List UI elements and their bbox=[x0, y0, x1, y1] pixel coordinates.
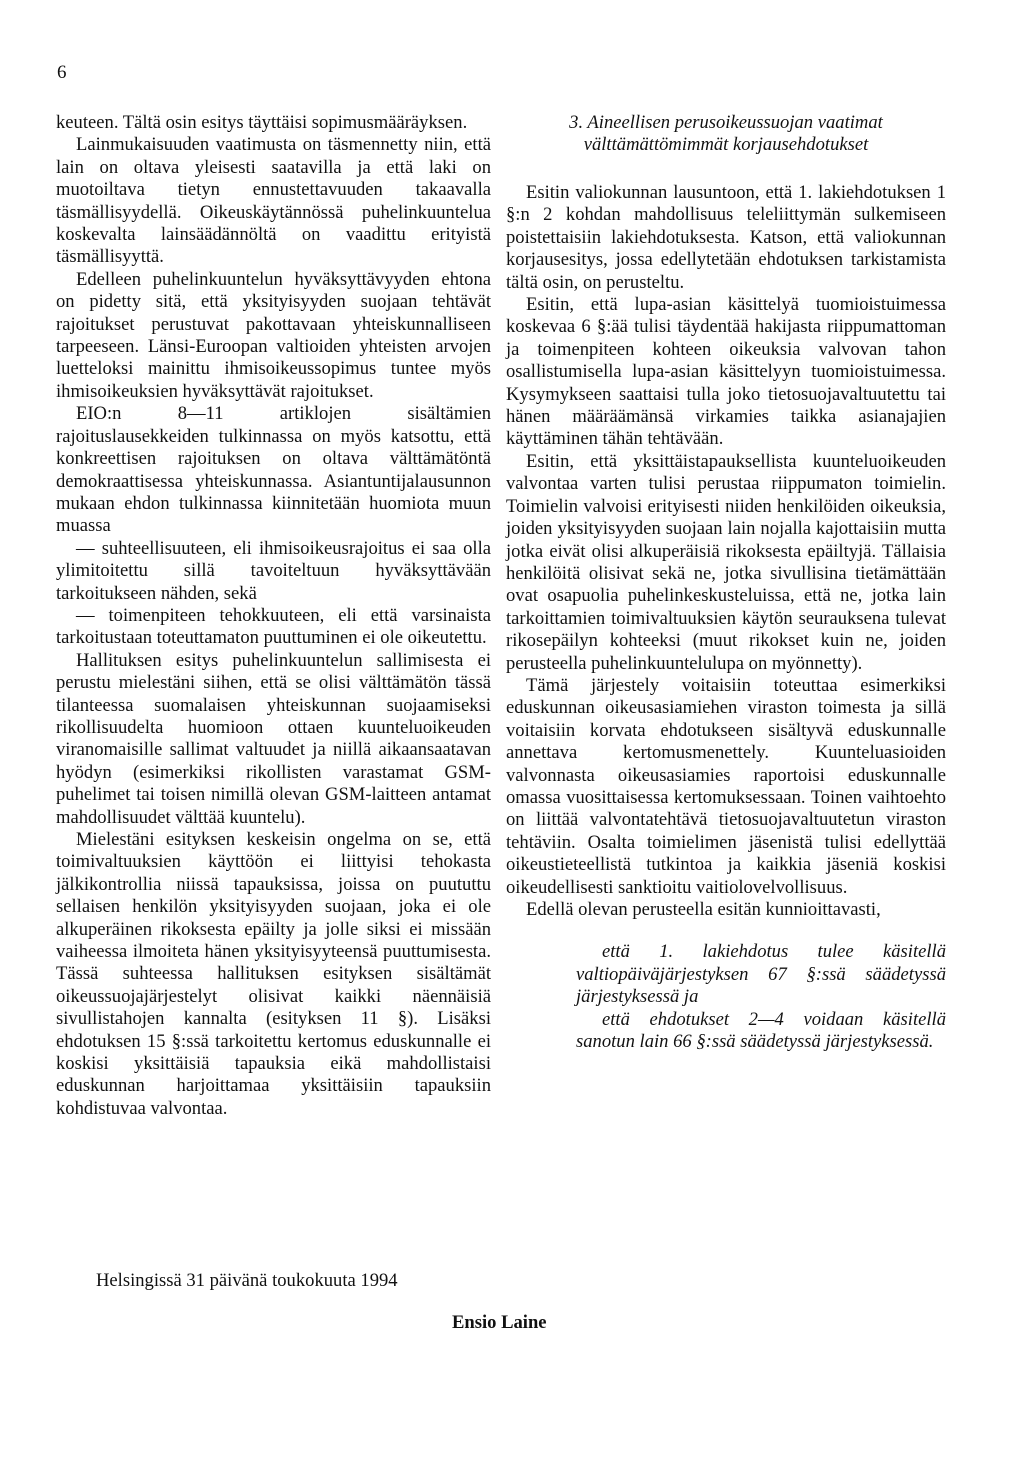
date-line: Helsingissä 31 päivänä toukokuuta 1994 bbox=[96, 1270, 398, 1291]
paragraph: Hallituksen esitys puhelinkuuntelun sallimisesta ei perustu mielestäni siihen, että se olisi välttämätön tässä tilanteessa suomalaisen yhteiskunnan suojaamiseksi rikollisuudelta huomioon ottaen kuunteluoikeuden viranomaisille sallimat valtuudet ja niillä aikaansaatavan hyödyn (esimerkiksi rikollisten varastamat GSM-puhelimet tai toisen nimillä olevan GSM-laitteen antamat mahdollisuudet välttää kuuntelu). bbox=[56, 649, 491, 828]
paragraph: Edellä olevan perusteella esitän kunnioittavasti, bbox=[526, 899, 881, 920]
paragraph: Mielestäni esityksen keskeisin ongelma on se, että toimivaltuuksien käyttöön ei liittyisi tehokasta jälkikontrollia niissä tapauksissa, joissa on puututtu sellaisen henkilön yksityisyyden suojaan, joka ei ole alkuperäinen rikoksesta epäilty ja jolle siksi ei missään vaiheessa ilmoiteta hänen yksityisyyteensä puuttumisesta. Tässä suhteessa hallituksen esityksen sisältämät oikeussuojajärjestelyt olisivat kaikki näennäisiä sivullistahojen kannalta (esityksen 11 §). Lisäksi ehdotuksen 15 §:ssä tarkoitettu kertomus eduskunnalle ei koskisi yksittäisiä tapauksia eikä mahdollistaisi eduskunnan harjoittamaa yksittäisiin tapauksiin kohdistuvaa valvontaa. bbox=[56, 829, 491, 1119]
list-item: — suhteellisuuteen, eli ihmisoikeusrajoitus ei saa olla ylimitoitettu sillä tavoiteltuun hyväksyttävään tarkoitukseen nähden, sekä bbox=[56, 537, 491, 604]
paragraph: Esitin, että yksittäistapauksellista kuunteluoikeuden valvontaa varten tulisi perustaa riippumaton toimielin. Toimielin valvoisi erityisesti niiden henkilöiden oikeuksia, joiden yksityisyyden suojaan lain nojalla kajottaisiin mutta jotka eivät olisi alkuperäisiä rikoksesta epäiltyjä. Tällaisia henkilöitä olisivat sekä ne, jotka sivullisina tietämättään ovat osapuolia puhelinkeskusteluissa, että ne, jotka lain tarkoittamien toimivaltuuksien käytön seurauksena tulevat rikosepäilyn kohteeksi (muut rikokset kuin ne, joiden perusteella puhelinkuuntelulupa on myönnetty). bbox=[506, 450, 946, 674]
paragraph: Lainmukaisuuden vaatimusta on täsmennetty niin, että lain on oltava yleisesti saatavilla ja että laki on muotoiltava tietyn ennustettavuuden takaavalla täsmällisyydellä. Oikeuskäytännössä puhelinkuuntelua koskevalta lainsäädännöltä on vaadittu erityistä täsmällisyyttä. bbox=[56, 134, 491, 268]
paragraph: keuteen. Tältä osin esitys täyttäisi sopimusmääräyksen. bbox=[56, 112, 468, 133]
signature: Ensio Laine bbox=[452, 1312, 547, 1333]
page-number: 6 bbox=[57, 62, 67, 83]
paragraph: Edelleen puhelinkuuntelun hyväksyttävyyden ehtona on pidetty sitä, että yksityisyyden suojaan tehtävät rajoitukset perustuvat pakottavaan yhteiskunnalliseen tarpeeseen. Länsi-Euroopan valtioiden yhteisten arvojen luetteloksi mainittu ihmisoikeussopimus tuntee myös ihmisoikeuksien hyväksyttävät rajoitukset. bbox=[56, 268, 491, 402]
section-heading bbox=[506, 112, 946, 156]
left-column bbox=[56, 112, 491, 1120]
paragraph: Esitin, että lupa-asian käsittelyä tuomioistuimessa koskevaa 6 §:ää tulisi täydentää hakijasta riippumattoman ja toimenpiteen kohteen oikeuksia valvovan tahon osallistumisella lupa-asian käsittelyyn tuomioistuimessa. Kysymykseen saattaisi tulla joko tietosuojavaltuutettu tai hänen määräämänsä virkamies taikka asianajajien käyttäminen tähän tehtävään. bbox=[506, 294, 946, 450]
paragraph: Tämä järjestely voitaisiin toteuttaa esimerkiksi eduskunnan oikeusasiamiehen viraston toimesta ja sillä voitaisiin korvata ehdotukseen sisältyvä eduskunnalle annettava kertomusmenettely. Kuunteluasioiden valvonnasta oikeusasiamies raportoisi eduskunnalle omassa vuosittaisessa kertomuksessaan. Toinen vaihtoehto on liittää valvontatehtävä tietosuojavaltuutetun viraston tehtäviin. Osalta toimielimen jäsenistä tulisi edellyttää oikeustieteellistä tutkintoa ja kaikkia jäseniä koskisi oikeudellisesti sanktioitu vaitiolovelvollisuus. bbox=[506, 674, 946, 898]
paragraph: EIO:n 8—11 artiklojen sisältämien rajoituslausekkeiden tulkinnassa on myös katsottu, että konkreettisen rajoituksen on oltava välttämätöntä demokraattisessa yhteiskunnassa. Asiantuntijalausunnon mukaan ehdon tulkinnassa kiinnitetään huomiota muun muassa bbox=[56, 403, 491, 537]
proposal-block bbox=[576, 941, 946, 1053]
list-item: — toimenpiteen tehokkuuteen, eli että varsinaista tarkoitustaan toteuttamaton puuttuminen ei ole oikeutettu. bbox=[56, 604, 491, 649]
right-column bbox=[506, 112, 946, 1053]
section-heading-line: välttämättömimmät korjausehdotukset bbox=[583, 134, 869, 155]
paragraph: Esitin valiokunnan lausuntoon, että 1. lakiehdotuksen 1 §:n 2 kohdan mahdollisuus teleliittymän sulkemiseen poistettaisiin lakiehdotuksesta. Katson, että valiokunnan korjausesitys, jossa edellytetään ehdotuksen tarkistamista tältä osin, on perusteltu. bbox=[506, 182, 946, 293]
proposal-item: että ehdotukset 2—4 voidaan käsitellä sanotun lain 66 §:ssä säädetyssä järjestyksessä. bbox=[576, 1008, 946, 1053]
section-heading-line: 3. Aineellisen perusoikeussuojan vaatimat bbox=[569, 112, 883, 133]
proposal-item: että 1. lakiehdotus tulee käsitellä valtiopäiväjärjestyksen 67 §:ssä säädetyssä järjestyksessä ja bbox=[576, 941, 946, 1008]
